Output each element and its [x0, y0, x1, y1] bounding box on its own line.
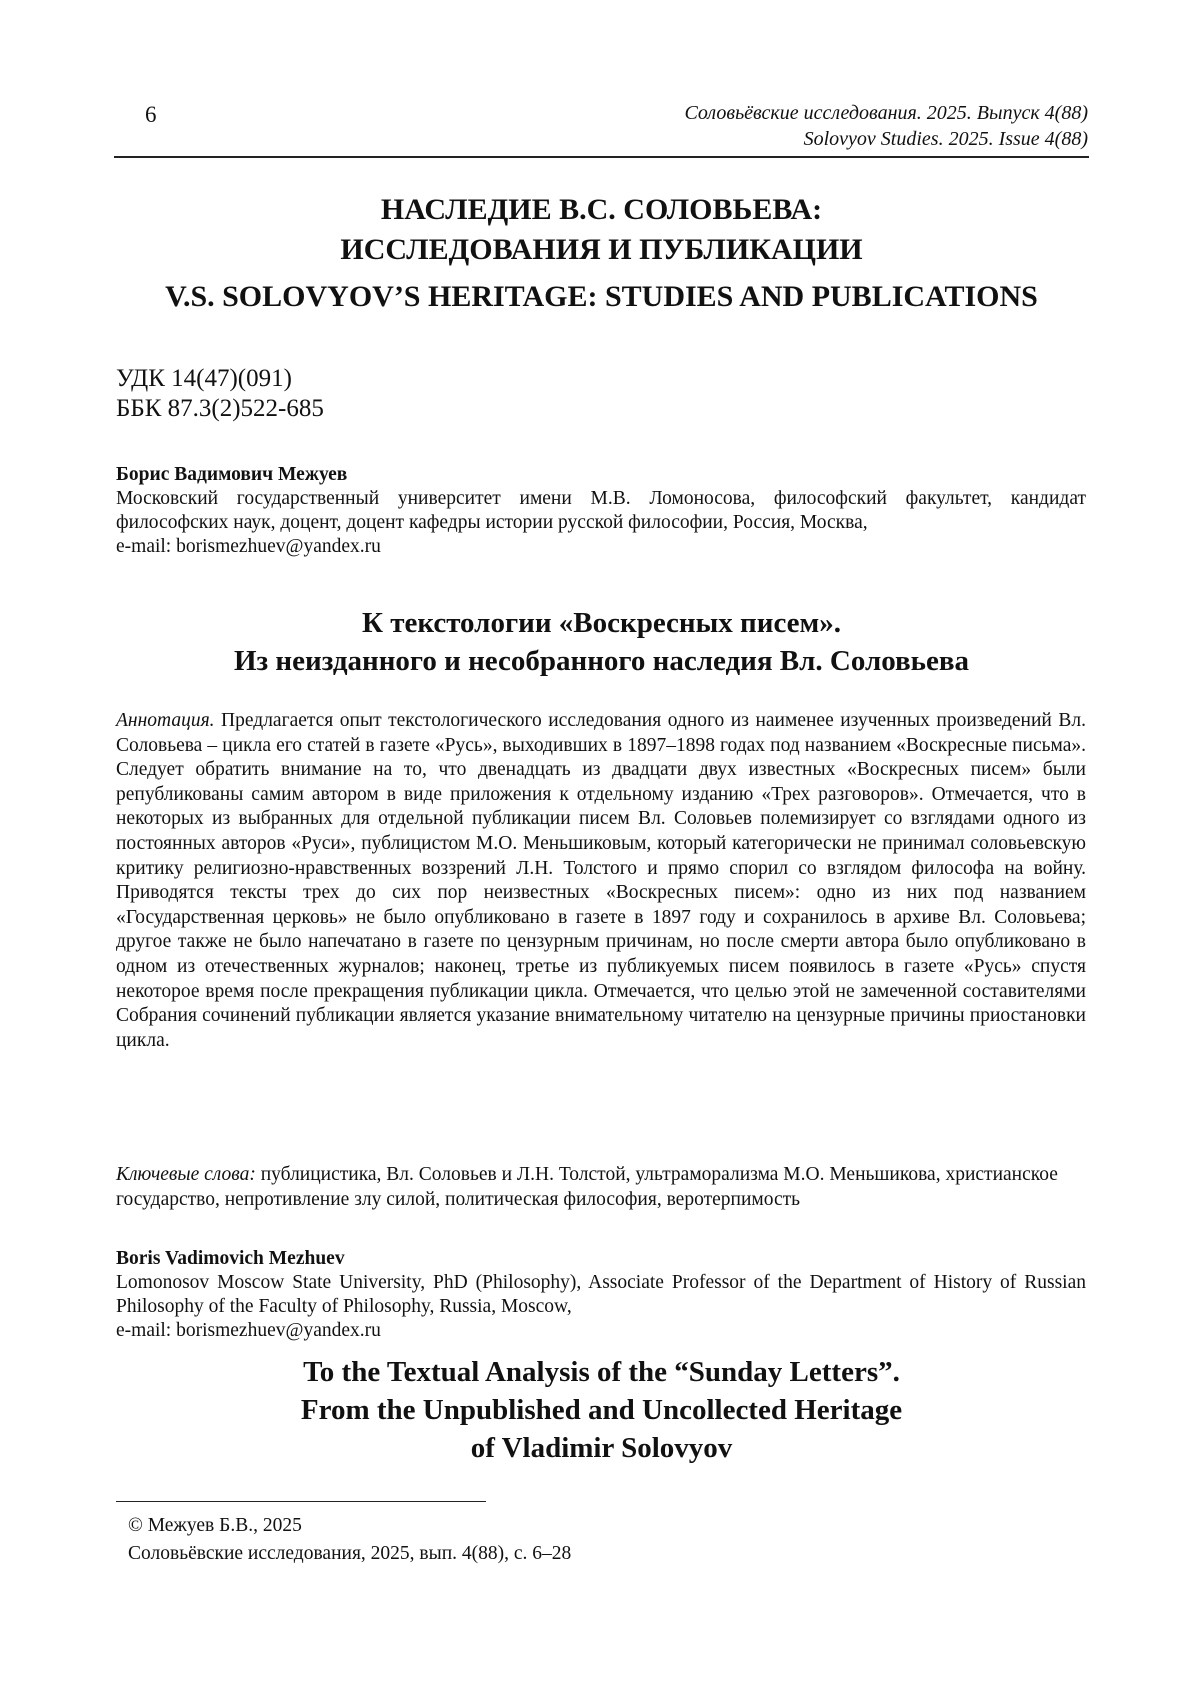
journal-title-ru: Соловьёвские исследования. 2025. Выпуск 4(88)	[684, 102, 1088, 124]
article-title-en-line3: of Vladimir Solovyov	[470, 1432, 733, 1464]
abstract-label: Аннотация.	[116, 710, 215, 731]
author-affiliation-en: Lomonosov Moscow State University, PhD (Philosophy), Associate Professor of the Department of History of Russian Philosophy of the Faculty of Philosophy, Russia, Moscow,	[116, 1272, 1086, 1317]
section-title-en: V.S. SOLOVYOV’S HERITAGE: STUDIES AND PUBLICATIONS	[165, 280, 1038, 313]
abstract	[116, 709, 1086, 1053]
article-title-en	[114, 1353, 1089, 1467]
article-title-ru-line2: Из неизданного и несобранного наследия Вл. Соловьева	[233, 645, 970, 677]
author-email-ru: e-mail: borismezhuev@yandex.ru	[116, 536, 381, 557]
journal-title-en: Solovyov Studies. 2025. Issue 4(88)	[803, 128, 1088, 150]
udk-code: УДК 14(47)(091)	[116, 365, 292, 392]
header-rule	[114, 156, 1089, 158]
article-title-en-line1: To the Textual Analysis of the “Sunday Letters”.	[303, 1356, 900, 1388]
bbk-code: ББК 87.3(2)522-685	[116, 395, 324, 422]
abstract-text: Предлагается опыт текстологического исследования одного из наименее изученных произведений Вл. Соловьева – цикла его статей в газете «Русь», выходивших в 1897–1898 годах под названием «Воскресные письма». Следует обратить внимание на то, что двенадцать из двадцати двух известных «Воскресных писем» были републикованы самим автором в виде приложения к отдельному изданию «Трех разговоров». Отмечается, что в некоторых из выбранных для отдельной публикации писем Вл. Соловьев полемизирует со взглядами одного из постоянных авторов «Руси», публицистом М.О. Меньшиковым, который категорически не принимал соловьевскую критику религиозно-нравственных воззрений Л.Н. Толстого и прямо спорил со взглядом философа на войну. Приводятся тексты трех до сих пор неизвестных «Воскресных писем»: одно из них под названием «Государственная церковь» не было опубликовано в газете в 1897 году и сохранилось в архиве Вл. Соловьева; другое также не было напечатано в газете по цензурным причинам, но после смерти автора было опубликовано в одном из отечественных журналов; наконец, третье из публикуемых писем появилось в газете «Русь» спустя некоторое время после прекращения публикации цикла. Отмечается, что целью этой не замеченной составителями Собрания сочинений публикации является указание внимательному читателю на цензурные причины приостановки цикла.	[116, 710, 1086, 1051]
article-title-ru-line1: К текстологии «Воскресных писем».	[361, 607, 842, 639]
section-title-ru-line2: ИССЛЕДОВАНИЯ И ПУБЛИКАЦИИ	[340, 233, 863, 266]
author-name-ru: Борис Вадимович Межуев	[116, 464, 348, 485]
footnote	[128, 1512, 571, 1568]
author-info-en	[116, 1247, 1086, 1343]
page-number: 6	[145, 102, 157, 127]
author-info-ru	[116, 463, 1086, 559]
author-affiliation-ru: Московский государственный университет имени М.В. Ломоносова, философский факультет, кандидат философских наук, доцент, доцент кафедры истории русской философии, Россия, Москва,	[116, 488, 1086, 533]
author-email-en: e-mail: borismezhuev@yandex.ru	[116, 1320, 381, 1341]
author-name-en: Boris Vadimovich Mezhuev	[116, 1248, 345, 1269]
article-title-ru	[114, 604, 1089, 680]
section-title-ru	[114, 190, 1089, 270]
footnote-citation: Соловьёвские исследования, 2025, вып. 4(88), с. 6–28	[128, 1543, 572, 1564]
keywords-label: Ключевые слова:	[116, 1164, 256, 1185]
footnote-rule	[116, 1501, 486, 1502]
keywords	[116, 1163, 1086, 1212]
footnote-copyright: © Межуев Б.В., 2025	[128, 1515, 302, 1536]
running-header	[684, 100, 1088, 152]
section-title-ru-line1: НАСЛЕДИЕ В.С. СОЛОВЬЕВА:	[380, 193, 823, 226]
article-title-en-line2: From the Unpublished and Uncollected Heritage	[300, 1394, 903, 1426]
keywords-text: публицистика, Вл. Соловьев и Л.Н. Толстой, ультраморализма М.О. Меньшикова, христианское государство, непротивление злу силой, политическая философия, веротерпимость	[116, 1164, 1058, 1210]
classification-codes	[116, 364, 324, 424]
